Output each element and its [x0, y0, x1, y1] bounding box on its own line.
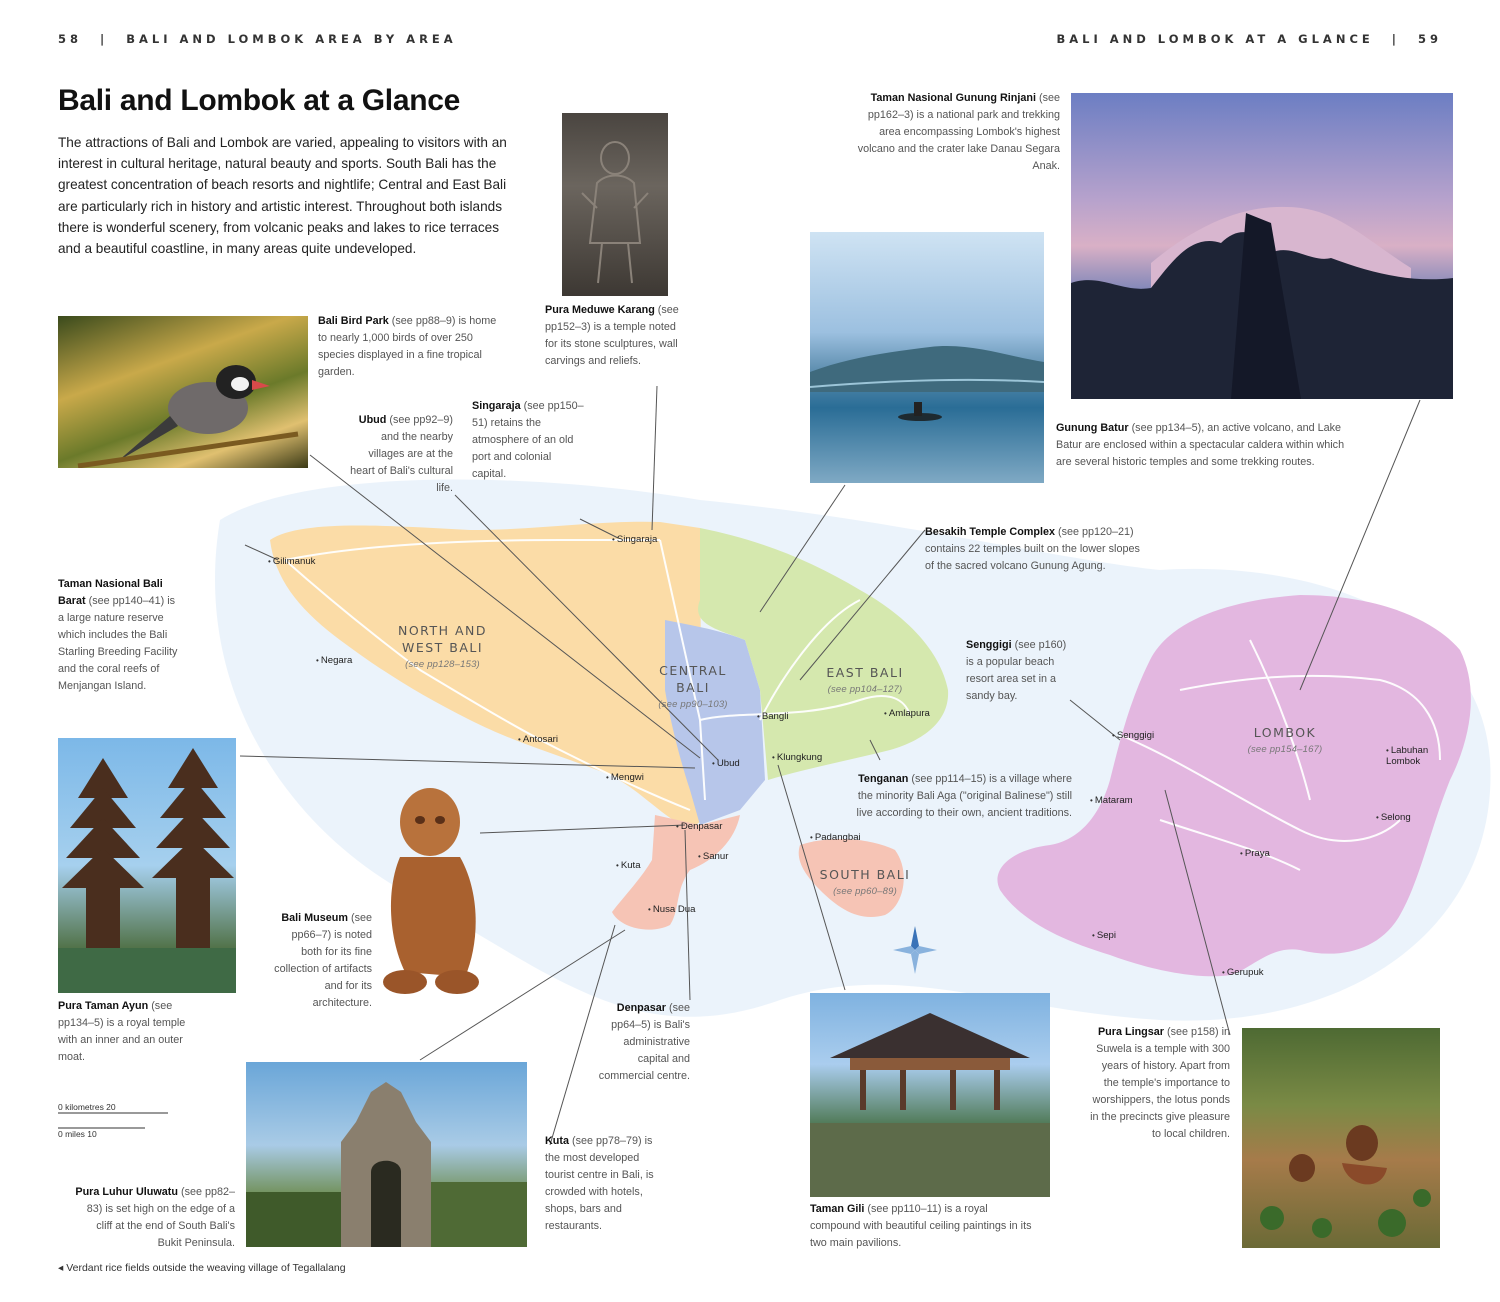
caption-kuta	[545, 1133, 655, 1235]
caption-text: (see pp162–3) is a national park and trekking area encompassing Lombok's highest volcano and the crater lake Danau Segara Anak.	[857, 92, 1060, 172]
town-label: • Selong	[1376, 812, 1411, 823]
region-label: NORTH AND	[397, 623, 487, 638]
region-label: BALI	[676, 680, 710, 695]
right-running-head: BALI AND LOMBOK AT A GLANCE | 59	[1056, 32, 1442, 46]
photo-bali-museum-statue	[375, 782, 490, 1004]
region-south-bali	[815, 866, 915, 900]
region-east-bali	[810, 664, 920, 698]
caption-pura-lingsar	[1090, 1024, 1230, 1143]
caption-text: (see pp82–83) is set high on the edge of a cliff at the end of South Bali's Bukit Peninsula.	[86, 1186, 235, 1249]
left-page-number: 58	[58, 32, 83, 46]
caption-taman-gili	[810, 1201, 1040, 1252]
caption-text: (see pp88–9) is home to nearly 1,000 birds of over 250 species displayed in a fine tropical garden.	[318, 315, 497, 378]
caption-text: (see pp78–79) is the most developed tourist centre in Bali, is crowded with hotels, shops, bars and restaurants.	[545, 1135, 654, 1232]
region-pages: (see pp128–153)	[405, 659, 480, 670]
caption-text: (see pp140–41) is a large nature reserve which includes the Bali Starling Breeding Facility and the coral reefs of Menjangan Island.	[58, 595, 178, 692]
town-label: • Antosari	[518, 734, 558, 745]
town-label: • Mataram	[1090, 795, 1133, 806]
region-central-bali	[648, 662, 738, 713]
caption-text: (see p160) is a popular beach resort area set in a sandy bay.	[966, 639, 1067, 702]
caption-text: (see pp110–11) is a royal compound with beautiful ceiling paintings in its two main pavilions.	[810, 1203, 1032, 1249]
region-label: SOUTH BALI	[819, 867, 911, 882]
right-page-number: 59	[1417, 32, 1442, 46]
scale-km: 0 kilometres 20	[58, 1102, 116, 1112]
caption-text: (see pp152–3) is a temple noted for its stone sculptures, wall carvings and reliefs.	[545, 304, 679, 367]
town-label: • Sanur	[698, 851, 728, 862]
caption-tenganan	[852, 771, 1072, 822]
caption-singaraja	[472, 398, 584, 483]
caption-title: Taman Nasional Bali Barat	[58, 578, 163, 607]
caption-text: (see pp120–21) contains 22 temples built on the lower slopes of the sacred volcano Gunung Agung.	[925, 526, 1140, 572]
caption-text: (see pp64–5) is Bali's administrative capital and commercial centre.	[598, 1002, 690, 1082]
caption-text: (see pp134–5) is a royal temple with an inner and an outer moat.	[58, 1000, 186, 1063]
photo-pura-luhur-uluwatu	[246, 1062, 527, 1247]
footer-caption: ◂ Verdant rice fields outside the weaving village of Tegallalang	[58, 1262, 346, 1274]
caption-bali-barat	[58, 576, 183, 695]
town-label: • Negara	[316, 655, 352, 666]
region-pages: (see pp90–103)	[658, 699, 728, 710]
town-label: • Labuhan Lombok	[1386, 745, 1446, 767]
photo-pura-lingsar	[1242, 1028, 1440, 1248]
town-label: • Praya	[1240, 848, 1270, 859]
caption-title: Tenganan	[858, 773, 909, 785]
caption-title: Pura Luhur Uluwatu	[75, 1186, 178, 1198]
photo-taman-gili	[810, 993, 1050, 1197]
caption-title: Pura Lingsar	[1097, 1026, 1164, 1038]
left-section-title: BALI AND LOMBOK AREA BY AREA	[126, 32, 457, 46]
caption-pura-taman-ayun	[58, 998, 193, 1066]
caption-title: Bali Bird Park	[318, 315, 389, 327]
photo-temple-relief	[562, 113, 668, 296]
caption-senggigi	[966, 637, 1074, 705]
right-section-title: BALI AND LOMBOK AT A GLANCE	[1056, 32, 1374, 46]
caption-text: (see pp134–5), an active volcano, and Lake Batur are enclosed within a spectacular caldera within which are several historic temples and some trekking routes.	[1056, 422, 1345, 468]
town-label: • Bangli	[757, 711, 788, 722]
town-label: • Ubud	[712, 758, 740, 769]
region-lombok	[1225, 724, 1345, 758]
caption-pura-meduwe-karang	[545, 302, 680, 370]
caption-text: (see p158) in Suwela is a temple with 300 years of history. Apart from the temple's importance to worshippers, the lotus ponds in the precincts give pleasure to local children.	[1090, 1026, 1230, 1140]
caption-text: (see pp92–9) and the nearby villages are at the heart of Bali's cultural life.	[350, 414, 453, 494]
caption-title: Pura Taman Ayun	[58, 1000, 149, 1012]
scale-miles: 0 miles 10	[58, 1129, 97, 1139]
town-label: • Klungkung	[772, 752, 822, 763]
town-label: • Gilimanuk	[268, 556, 315, 567]
caption-text: (see pp114–15) is a village where the minority Bali Aga ("original Balinese") still live according to their own, ancient traditions.	[856, 773, 1072, 819]
region-pages: (see pp154–167)	[1247, 744, 1323, 755]
caption-title: Gunung Batur	[1056, 422, 1129, 434]
region-label: LOMBOK	[1253, 725, 1317, 740]
caption-title: Senggigi	[966, 639, 1012, 651]
photo-java-sparrow	[58, 316, 308, 468]
caption-title: Bali Museum	[281, 912, 348, 924]
caption-title: Taman Nasional Gunung Rinjani	[870, 92, 1036, 104]
photo-pura-taman-ayun	[58, 738, 236, 993]
caption-title: Pura Meduwe Karang	[545, 304, 655, 316]
caption-bali-bird-park	[318, 313, 503, 381]
caption-ubud	[350, 412, 453, 497]
caption-title: Taman Gili	[810, 1203, 865, 1215]
caption-title: Singaraja	[472, 400, 521, 412]
town-label: • Denpasar	[676, 821, 722, 832]
caption-bali-museum	[268, 910, 372, 1012]
town-label: • Amlapura	[884, 708, 930, 719]
town-label: • Gerupuk	[1222, 967, 1264, 978]
caption-gunung-batur	[1056, 420, 1346, 471]
region-label: WEST BALI	[401, 640, 484, 655]
caption-text: (see pp150–51) retains the atmosphere of an old port and colonial capital.	[472, 400, 584, 480]
caption-title: Kuta	[545, 1135, 569, 1147]
caption-title: Denpasar	[616, 1002, 666, 1014]
town-label: • Sepi	[1092, 930, 1116, 941]
town-label: • Nusa Dua	[648, 904, 695, 915]
scale-bar	[58, 1113, 168, 1128]
left-running-head: 58 | BALI AND LOMBOK AREA BY AREA	[58, 32, 457, 46]
caption-title: Ubud	[358, 414, 387, 426]
town-label: • Singaraja	[612, 534, 657, 545]
photo-gunung-rinjani	[1071, 93, 1453, 399]
region-label: CENTRAL	[659, 663, 727, 678]
region-north-west-bali	[370, 622, 515, 673]
caption-besakih	[925, 524, 1140, 575]
photo-lake-batur	[810, 232, 1044, 483]
caption-gunung-rinjani	[855, 90, 1060, 175]
caption-pura-luhur-uluwatu	[70, 1184, 235, 1252]
region-label: EAST BALI	[826, 665, 904, 680]
caption-text: (see pp66–7) is noted both for its fine collection of artifacts and for its architecture.	[274, 912, 372, 1009]
region-pages: (see pp104–127)	[827, 684, 903, 695]
town-label: • Senggigi	[1112, 730, 1154, 741]
town-label: • Mengwi	[606, 772, 644, 783]
town-label: • Kuta	[616, 860, 641, 871]
intro-paragraph: The attractions of Bali and Lombok are varied, appealing to visitors with an interest in cultural heritage, natural beauty and sports. South Bali has the greatest concentration of beach resorts and nightlife; Central and East Bali are particularly rich in history and artistic interest. Throughout both islands there is wonderful scenery, from volcanic peaks and lakes to rice terraces and a beautiful coastline, in many areas quite undeveloped.	[58, 135, 507, 257]
caption-title: Besakih Temple Complex	[925, 526, 1056, 538]
region-pages: (see pp60–89)	[833, 886, 897, 897]
page-title: Bali and Lombok at a Glance	[58, 84, 460, 117]
town-label: • Padangbai	[810, 832, 861, 843]
caption-denpasar	[590, 1000, 690, 1085]
